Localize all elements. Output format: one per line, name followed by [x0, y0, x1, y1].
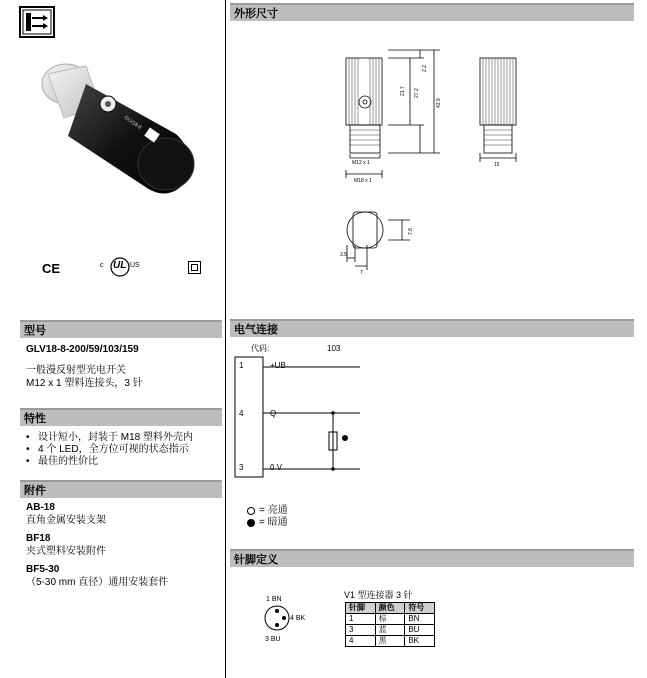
table-cell: 1 — [346, 614, 376, 625]
pin-number: 1 — [239, 361, 244, 370]
table-cell: 4 — [346, 636, 376, 647]
feature-item: • 设计短小，封装于 M18 塑料外壳内 — [26, 432, 193, 444]
connector-pin3: 3 BU — [265, 636, 281, 643]
accessory-code: BF18 — [26, 533, 51, 544]
table-cell: BU — [405, 625, 435, 636]
ce-mark: CE — [42, 261, 61, 276]
dim-3-5: 3.5 — [340, 252, 347, 258]
sensor-type-icon — [19, 6, 55, 38]
ul-text: UL — [113, 260, 127, 271]
wiring-diagram — [230, 352, 380, 482]
dim-7: 7 — [360, 270, 363, 276]
table-header: 符号 — [405, 603, 435, 614]
pin-number: 3 — [239, 463, 244, 472]
legend-dark-on: = 暗通 — [259, 517, 288, 528]
dim-m12: M12 x 1 — [352, 160, 370, 166]
table-cell: 蓝 — [375, 625, 405, 636]
product-photo — [26, 46, 212, 216]
code-value: 103 — [327, 344, 341, 353]
connector-diagram — [262, 603, 292, 633]
accessories-header: 附件 — [20, 480, 222, 498]
accessory-desc: 夹式塑料安装附件 — [26, 546, 106, 557]
photo-label-text: GLV18-8 — [122, 114, 143, 131]
feature-item: • 最佳的性价比 — [26, 456, 193, 468]
pinout-header: 针脚定义 — [230, 549, 634, 567]
table-header: 针脚 — [346, 603, 376, 614]
model-header: 型号 — [20, 320, 222, 338]
product-desc-2: M12 x 1 塑料连接头，3 针 — [26, 378, 143, 389]
ul-c-text: c — [100, 262, 104, 269]
product-code: GLV18-8-200/59/103/159 — [26, 344, 139, 355]
product-desc-1: 一般漫反射型光电开关 — [26, 365, 126, 376]
table-cell: BK — [405, 636, 435, 647]
accessory-code: AB-18 — [26, 502, 55, 513]
table-header-row — [346, 603, 435, 614]
double-insulation-icon — [188, 261, 201, 274]
pin-label: 0 V — [270, 463, 283, 472]
dim-21-7: 21.7 — [400, 86, 406, 96]
features-list — [26, 432, 193, 468]
connector-title: V1 型连接器 3 针 — [344, 590, 413, 600]
table-cell: 棕 — [375, 614, 405, 625]
legend-light-on: = 亮通 — [259, 505, 288, 516]
dim-2-2: 2.2 — [422, 65, 428, 72]
table-cell: BN — [405, 614, 435, 625]
dim-m18: M18 x 1 — [354, 178, 372, 184]
table-row — [346, 614, 435, 625]
electrical-header: 电气连接 — [230, 319, 634, 337]
dimension-drawing — [330, 40, 540, 280]
accessory-desc: 直角金属安装支架 — [26, 515, 106, 526]
table-row — [346, 625, 435, 636]
ul-us-text: US — [130, 262, 140, 269]
table-header: 颜色 — [375, 603, 405, 614]
dimensions-header: 外形尺寸 — [230, 3, 634, 21]
table-cell: 3 — [346, 625, 376, 636]
pin-number: 4 — [239, 409, 244, 418]
accessory-code: BF5-30 — [26, 564, 60, 575]
dim-7-8: 7.8 — [408, 228, 414, 235]
pin-label: Q — [270, 409, 277, 418]
pin-label: +UB — [270, 361, 286, 370]
features-header: 特性 — [20, 408, 222, 426]
table-cell: 黑 — [375, 636, 405, 647]
dim-15: 15 — [494, 162, 500, 168]
dim-27-2: 27.2 — [414, 88, 420, 98]
column-divider — [225, 0, 226, 678]
pinout-table — [345, 602, 435, 647]
connector-pin1: 1 BN — [266, 596, 282, 603]
ul-mark — [100, 256, 140, 276]
table-row — [346, 636, 435, 647]
light-on-symbol — [247, 507, 255, 515]
code-label: 代码: — [251, 344, 270, 353]
accessory-desc: （5-30 mm 直径）通用安装套件 — [26, 577, 169, 588]
connector-pin4: 4 BK — [290, 615, 306, 622]
feature-item: • 4 个 LED，全方位可视的状态指示 — [26, 444, 193, 456]
dark-on-symbol — [247, 519, 255, 527]
dim-43-9: 43.9 — [436, 98, 442, 108]
